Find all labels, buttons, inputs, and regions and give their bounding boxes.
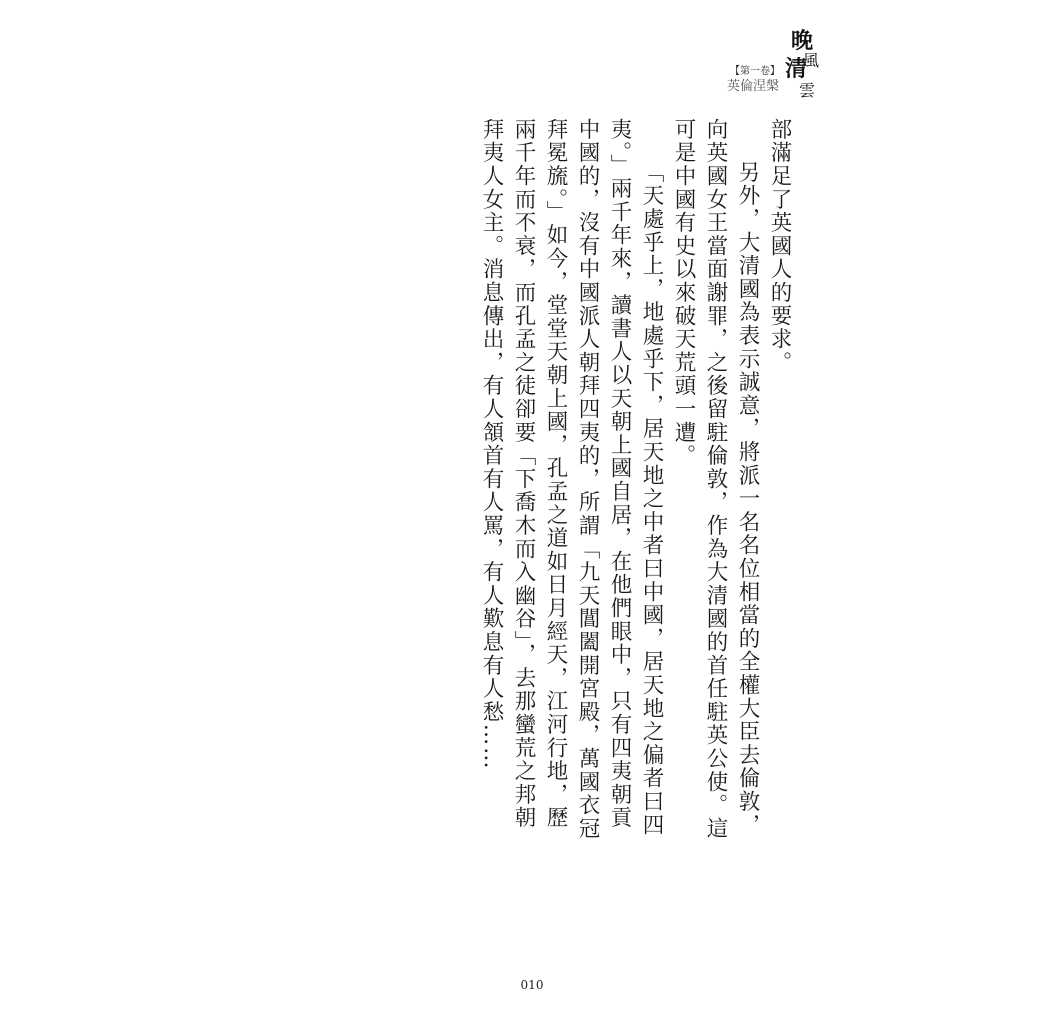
chapter-label: 英倫涅槃 bbox=[727, 79, 780, 94]
series-title-char-1: 晚 bbox=[791, 28, 814, 54]
paragraph-1: 部滿足了英國人的要求。 bbox=[767, 118, 792, 375]
series-title-char-4: 雲 bbox=[799, 81, 816, 100]
paragraph-3: 「天處乎上，地處乎下，居天地之中者曰中國，居天地之偏者曰四夷。」兩千年來，讀書人以天朝上國自居，在他們眼中，只有四夷朝貢中國的，沒有中國派人朝拜四夷的，所謂「九天閶闔開宮殿，萬國衣冠拜冕旒。」如今，堂堂天朝上國，孔孟之道如日月經天，江河行地，歷兩千年而不衰，而孔孟之徒卻要「下喬木而入幽谷」，去那蠻荒之邦朝拜夷人女主。消息傳出，有人頷首有人罵，有人歎息有人愁…… bbox=[479, 118, 664, 841]
series-title-char-3: 清 bbox=[785, 56, 808, 82]
page-number: 010 bbox=[520, 978, 544, 992]
paragraph-2: 另外，大清國為表示誠意，將派一名名位相當的全權大臣去倫敦，向英國女王當面謝罪，之後留駐倫敦，作為大清國的首任駐英公使。這可是中國有史以來破天荒頭一遭。 bbox=[671, 118, 760, 841]
body-text bbox=[479, 118, 795, 848]
series-title-char-2: 風 bbox=[803, 51, 820, 70]
series-title bbox=[785, 30, 819, 100]
volume-label: 【第一卷】 bbox=[730, 66, 780, 77]
